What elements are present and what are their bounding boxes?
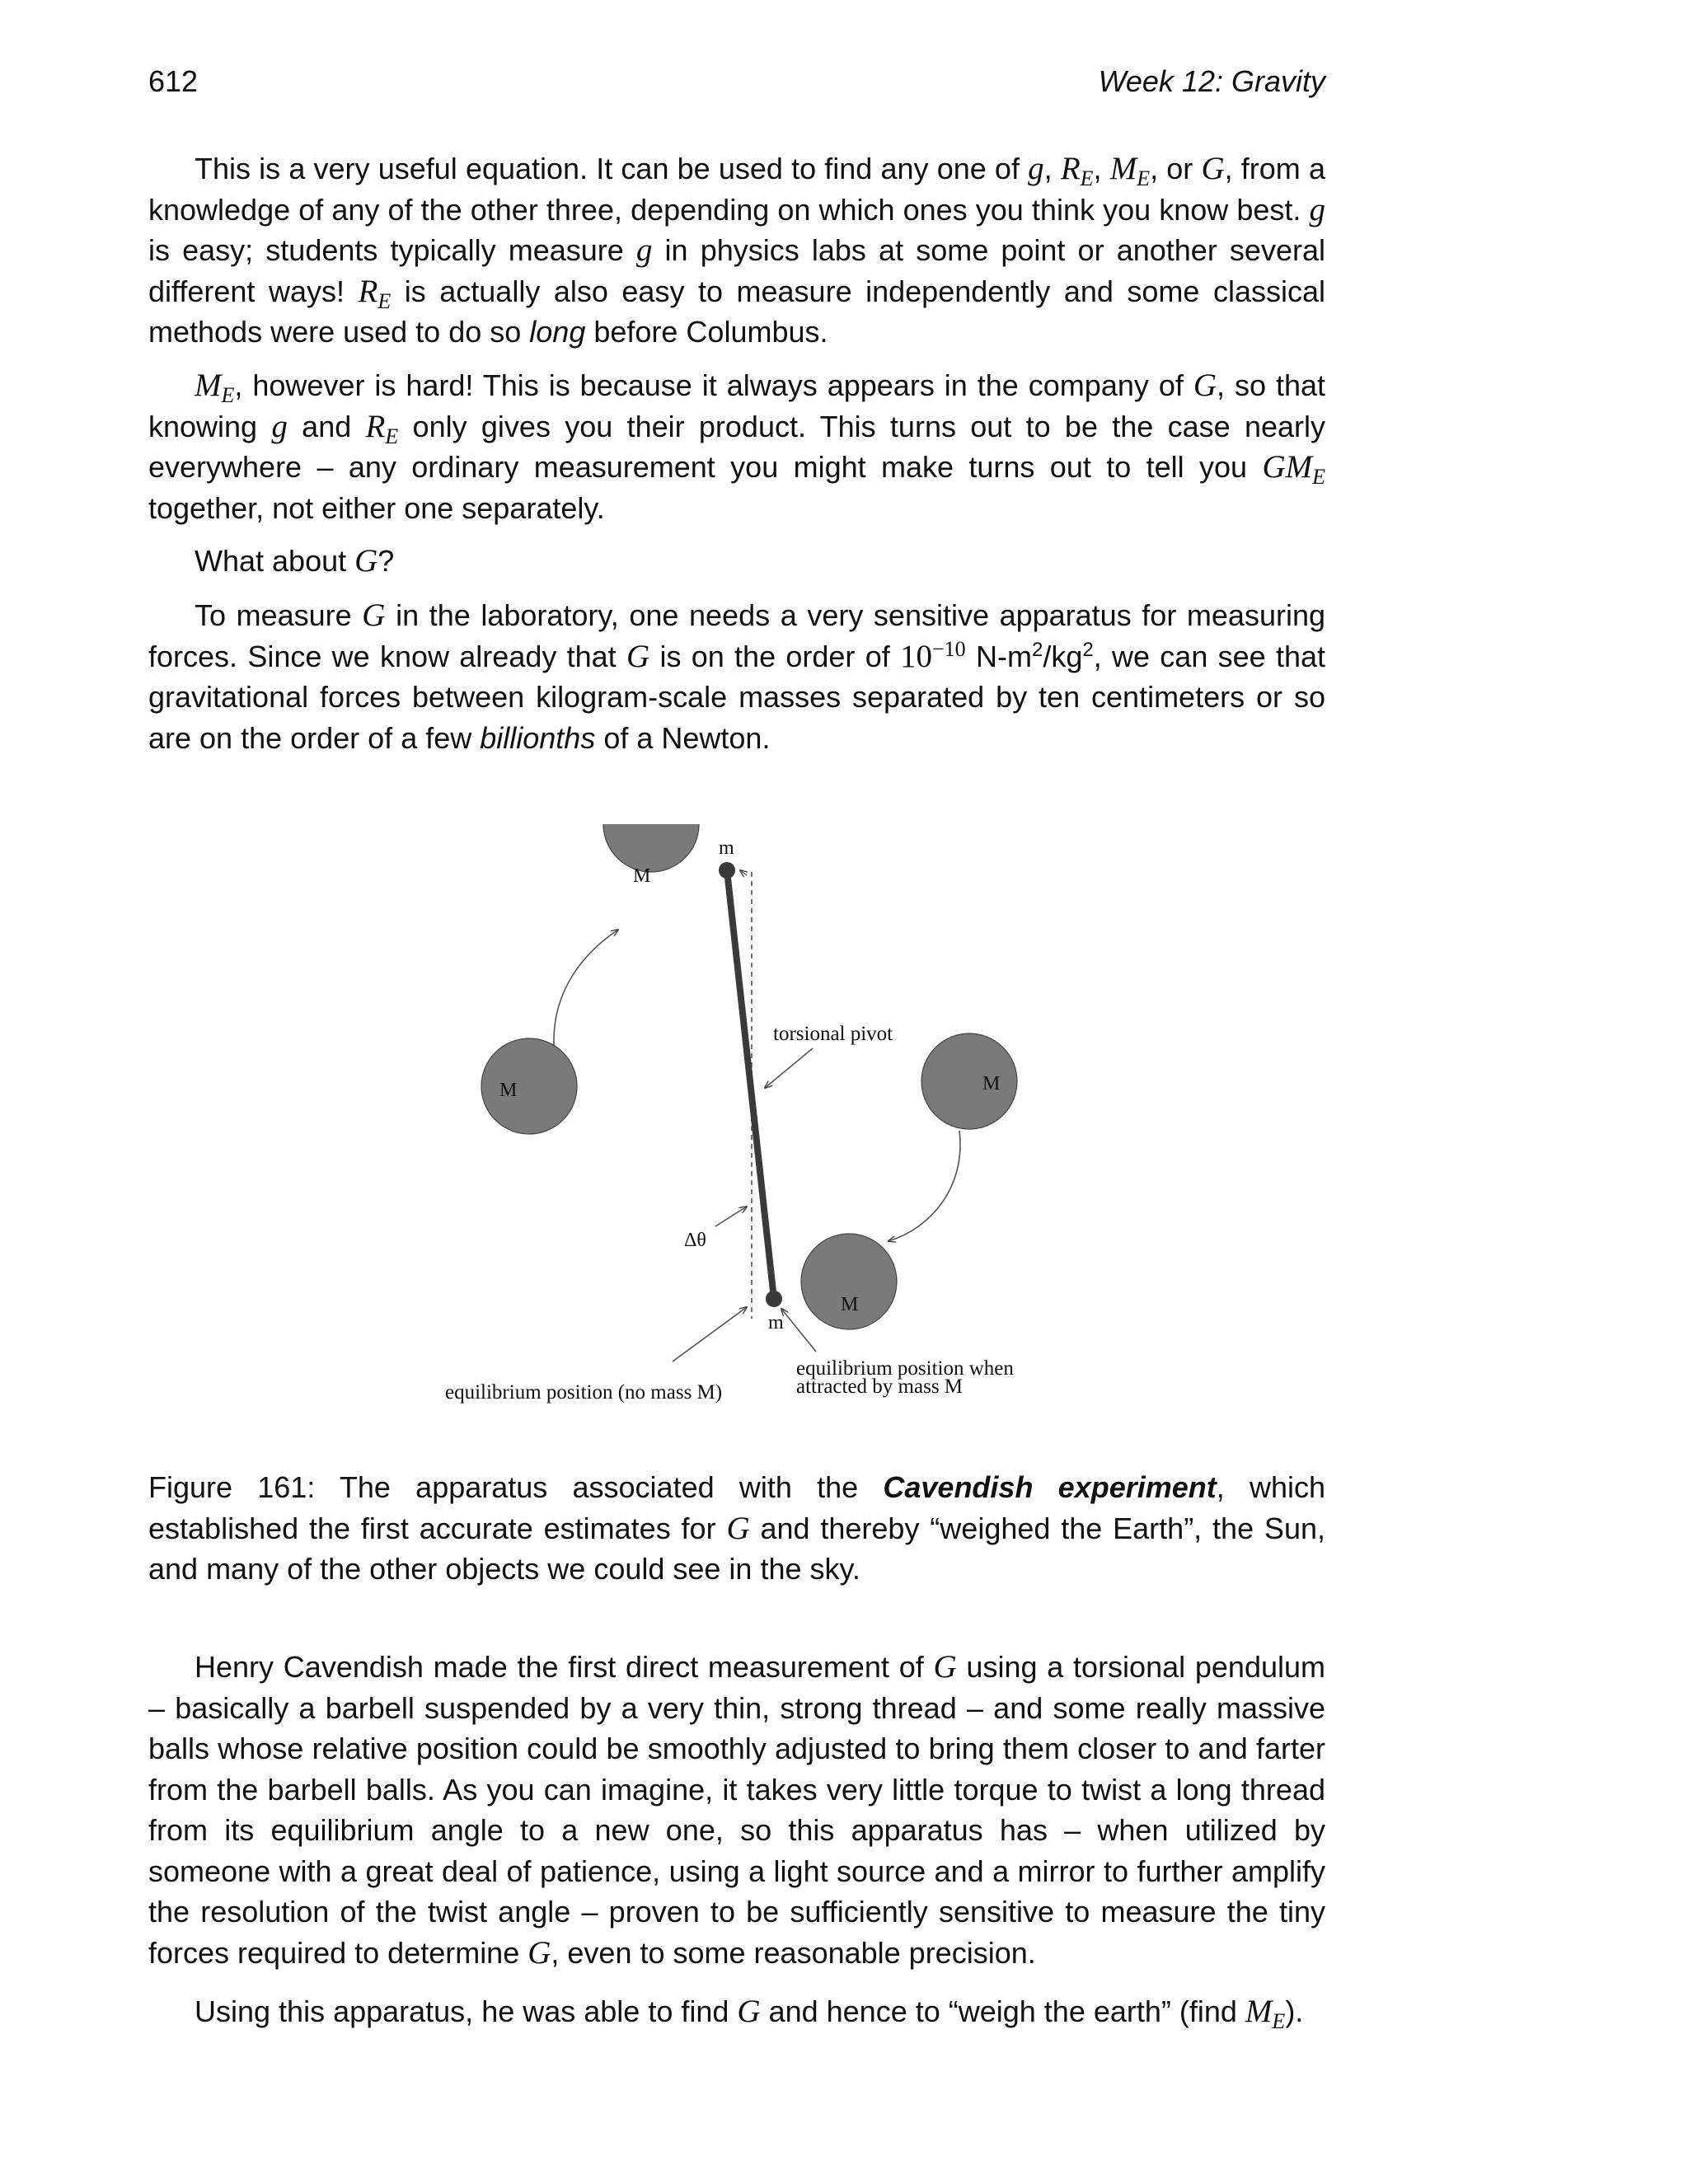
big-mass-label: M (982, 1073, 1001, 1094)
small-mass-bottom (766, 1291, 782, 1307)
mass-motion-arrow-left (554, 930, 618, 1045)
paragraph-2: $M_E$, however is hard! This is because it always appears in the company of G, so that knowing g and $R_E$ only gives you their product. This turns out to be the case nearly everywhere – any ordinary measurement you might make turns out to tell you $GM_E$ together, not either one separately. (148, 368, 1326, 525)
paragraph-1: This is a very useful equation. It can be used to find any one of g, $R_E$, $M_E$, or G, from a knowledge of any of the other three, depending on which ones you think you know best. g is easy; students typically measure g in physics labs at some point or another several different ways! $R_E$ is actually also easy to measure independently and some classical methods were used to do so long before Columbus. (148, 151, 1326, 349)
running-head: Week 12: Gravity (1098, 64, 1325, 98)
big-mass-top (603, 824, 699, 872)
small-mass-label: m (768, 1312, 784, 1333)
small-mass-label: m (719, 837, 734, 859)
torsion-rod (727, 870, 774, 1299)
eq-attracted-arrow (781, 1309, 816, 1352)
pivot-arrow (765, 1048, 813, 1088)
big-mass-right (921, 1033, 1017, 1129)
figure-caption: Figure 161: The apparatus associated with the Cavendish experiment, which established the first accurate estimates for G and thereby “weighed the Earth”, the Sun, and many of the other objects we could see in the sky. (148, 1470, 1326, 1586)
cavendish-diagram (429, 824, 1055, 1418)
delta-theta-label: Δθ (684, 1230, 706, 1251)
small-mass-top (719, 862, 735, 879)
paragraph-5: Henry Cavendish made the first direct measurement of G using a torsional pendulum – basically a barbell suspended by a very thin, strong thread – and some really massive balls whose relative position could be smoothly adjusted to bring them closer to and farter from the barbell balls. As you can imagine, it takes very little torque to twist a long thread from its equilibrium angle to a new one, so this apparatus has – when utilized by someone with a great deal of patience, using a light source and a mirror to further amplify the resolution of the twist angle – proven to be sufficiently sensitive to measure the tiny forces required to determine G, even to some reasonable precision. (148, 1649, 1326, 1971)
top-offset-arrow (740, 870, 747, 875)
big-mass-label: M (633, 865, 651, 887)
big-mass-label: M (499, 1080, 518, 1101)
mass-motion-arrow-right (889, 1131, 960, 1241)
big-mass-label: M (841, 1294, 859, 1315)
delta-theta-arrow (715, 1207, 747, 1226)
pivot-label: torsional pivot (773, 1023, 893, 1045)
eq-no-mass-label: equilibrium position (no mass M) (445, 1381, 723, 1404)
paragraph-4: To measure G in the laboratory, one needs a very sensitive apparatus for measuring forces. Since we know already that G is on the order of $10^{-10}$ $N-m^2/kg^2$, we can see that gravitational forces between kilogram-scale masses separated by ten centimeters or so are on the order of a few billionths of a Newton. (148, 598, 1325, 755)
eq-attracted-label-2: attracted by mass M (796, 1376, 964, 1398)
eq-no-mass-arrow (673, 1307, 747, 1361)
page-number: 612 (148, 64, 199, 98)
eq-attracted-label-1: equilibrium position when (796, 1357, 1014, 1380)
paragraph-6: Using this apparatus, he was able to find G and hence to “weigh the earth” (find $M_E$). (195, 1994, 1304, 2034)
big-mass-left (481, 1038, 577, 1134)
cavendish-figure (429, 824, 1055, 1418)
paragraph-3: What about G? (195, 543, 395, 579)
